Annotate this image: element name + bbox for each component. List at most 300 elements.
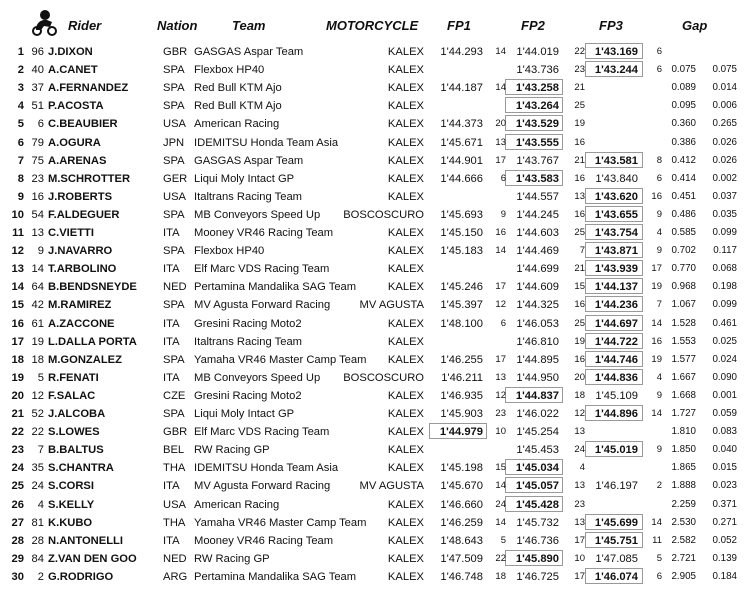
position-cell: 2	[17, 64, 24, 77]
motorcycle-cell: KALEX	[387, 516, 424, 529]
fp2-lap-cell: 25	[574, 100, 585, 112]
table-row	[0, 188, 745, 206]
fp3-time-cell: 1'45.699	[594, 516, 638, 529]
fp3-time-cell: 1'46.197	[595, 480, 638, 493]
motorcycle-cell: KALEX	[387, 172, 424, 185]
header-fp3: FP3	[599, 18, 623, 33]
fp1-time-cell: 1'45.397	[440, 299, 483, 312]
fp3-lap-cell: 6	[656, 570, 662, 582]
fp2-lap-cell: 24	[574, 444, 585, 456]
rider-number-cell: 28	[31, 534, 44, 547]
fp3-time-cell: 1'44.137	[594, 281, 638, 294]
position-cell: 23	[11, 444, 24, 457]
fp3-lap-cell: 11	[652, 534, 662, 546]
fp2-lap-cell: 12	[574, 408, 585, 419]
gap-previous-cell: 0.099	[712, 299, 737, 311]
rider-name-cell: F.ALDEGUER	[48, 208, 120, 221]
fp3-time-cell: 1'43.655	[594, 208, 638, 221]
nation-cell: NED	[163, 552, 187, 565]
fp2-lap-cell: 13	[574, 426, 585, 438]
team-cell: Yamaha VR46 Master Camp Team	[194, 353, 367, 366]
fp3-lap-cell: 8	[656, 154, 662, 166]
team-cell: Elf Marc VDS Racing Team	[194, 426, 330, 439]
gap-previous-cell: 0.026	[712, 154, 737, 166]
position-cell: 29	[11, 552, 24, 565]
fp3-lap-cell: 7	[656, 299, 662, 311]
nation-cell: JPN	[163, 136, 185, 149]
fp1-lap-cell: 17	[495, 154, 506, 166]
fp2-time-cell: 1'44.837	[515, 389, 559, 402]
position-cell: 15	[11, 299, 24, 312]
nation-cell: SPA	[163, 299, 185, 312]
table-row	[0, 278, 745, 296]
rider-name-cell: Z.VAN DEN GOO	[48, 552, 137, 565]
fp3-lap-cell: 9	[656, 208, 662, 220]
position-cell: 1	[17, 46, 24, 58]
rider-number-cell: 22	[31, 426, 44, 439]
gap-first-cell: 1.067	[671, 299, 696, 311]
table-row	[0, 532, 745, 550]
nation-cell: SPA	[163, 64, 185, 77]
fp3-lap-cell: 14	[651, 317, 662, 329]
fp1-time-cell: 1'44.666	[440, 172, 483, 185]
table-row	[0, 477, 745, 495]
gap-first-cell: 1.577	[671, 353, 696, 365]
team-cell: Mooney VR46 Racing Team	[194, 227, 334, 239]
fp1-time-cell: 1'45.198	[440, 462, 483, 475]
nation-cell: GBR	[163, 426, 188, 439]
motorcycle-cell: KALEX	[387, 498, 424, 511]
nation-cell: ARG	[163, 570, 188, 583]
fp1-time-cell: 1'45.246	[440, 281, 483, 294]
nation-cell: SPA	[163, 154, 185, 167]
table-row	[0, 405, 745, 423]
gap-first-cell: 0.386	[671, 136, 696, 148]
fp2-time-cell: 1'43.767	[516, 154, 559, 167]
rider-number-cell: 19	[31, 335, 44, 348]
motorcycle-cell: BOSCOSCURO	[343, 371, 424, 384]
gap-previous-cell: 0.015	[712, 462, 737, 474]
rider-name-cell: J.ROBERTS	[48, 190, 113, 203]
gap-previous-cell: 0.014	[712, 82, 737, 94]
header-rider: Rider	[68, 18, 102, 33]
rider-number-cell: 52	[31, 408, 44, 420]
fp2-lap-cell: 7	[579, 245, 585, 257]
fp1-lap-cell: 14	[495, 516, 506, 528]
position-cell: 27	[11, 516, 24, 529]
motorcycle-cell: KALEX	[387, 281, 424, 294]
header-gap: Gap	[682, 18, 708, 33]
rider-name-cell: M.GONZALEZ	[48, 353, 122, 366]
gap-first-cell: 1.528	[671, 317, 696, 329]
team-cell: Yamaha VR46 Master Camp Team	[194, 516, 367, 529]
gap-first-cell: 1.865	[671, 462, 696, 474]
nation-cell: ITA	[163, 335, 180, 348]
fp2-time-cell: 1'44.557	[516, 190, 559, 203]
position-cell: 30	[11, 570, 24, 583]
fp2-lap-cell: 4	[579, 462, 585, 474]
fp3-lap-cell: 6	[656, 46, 662, 57]
fp2-time-cell: 1'43.264	[515, 100, 559, 113]
fp2-time-cell: 1'43.583	[515, 172, 559, 185]
fp3-lap-cell: 6	[656, 172, 662, 184]
nation-cell: USA	[163, 498, 187, 511]
gap-first-cell: 0.968	[671, 281, 696, 293]
gap-previous-cell: 0.037	[712, 190, 737, 202]
gap-previous-cell: 0.026	[712, 136, 737, 148]
fp3-time-cell: 1'43.939	[594, 263, 638, 276]
team-cell: Liqui Moly Intact GP	[194, 408, 295, 420]
rider-number-cell: 16	[31, 190, 44, 203]
fp2-lap-cell: 13	[574, 190, 585, 202]
position-cell: 18	[11, 353, 24, 366]
team-cell: RW Racing GP	[194, 552, 270, 565]
fp1-time-cell: 1'46.259	[440, 516, 483, 529]
fp3-time-cell: 1'44.722	[594, 335, 638, 348]
position-cell: 26	[11, 498, 24, 511]
position-cell: 6	[17, 136, 24, 149]
gap-previous-cell: 0.002	[712, 172, 737, 184]
fp3-lap-cell: 14	[651, 408, 662, 419]
nation-cell: ITA	[163, 480, 180, 493]
team-cell: MB Conveyors Speed Up	[194, 371, 321, 384]
motorcycle-cell: KALEX	[387, 353, 424, 366]
fp1-time-cell: 1'44.373	[440, 118, 483, 131]
nation-cell: THA	[163, 516, 186, 529]
gap-first-cell: 1.850	[671, 444, 696, 456]
team-cell: Pertamina Mandalika SAG Team	[194, 570, 357, 583]
gap-first-cell: 0.451	[671, 190, 696, 202]
fp1-lap-cell: 6	[500, 317, 506, 329]
gap-previous-cell: 0.025	[712, 335, 737, 347]
table-row	[0, 79, 745, 97]
motorcycle-cell: KALEX	[387, 263, 424, 276]
rider-number-cell: 37	[31, 82, 44, 95]
position-cell: 24	[11, 462, 24, 475]
header-fp2: FP2	[521, 18, 545, 33]
position-cell: 14	[11, 281, 24, 294]
fp2-lap-cell: 17	[574, 534, 585, 546]
position-cell: 28	[11, 534, 24, 547]
fp2-lap-cell: 19	[574, 118, 585, 130]
rider-name-cell: T.ARBOLINO	[48, 263, 117, 276]
rider-number-cell: 61	[31, 317, 44, 330]
table-row	[0, 115, 745, 133]
rider-number-cell: 12	[31, 389, 44, 402]
fp2-lap-cell: 13	[574, 480, 585, 492]
fp3-time-cell: 1'46.074	[594, 570, 638, 583]
rider-number-cell: 6	[37, 118, 44, 131]
position-cell: 5	[17, 118, 24, 131]
gap-first-cell: 0.075	[671, 64, 696, 76]
nation-cell: SPA	[163, 245, 185, 258]
fp2-lap-cell: 16	[574, 353, 585, 365]
fp2-lap-cell: 25	[574, 227, 585, 238]
gap-first-cell: 1.810	[671, 426, 696, 438]
fp2-lap-cell: 16	[574, 136, 585, 148]
team-cell: MV Agusta Forward Racing	[194, 480, 331, 493]
nation-cell: BEL	[163, 444, 185, 457]
gap-first-cell: 0.089	[671, 82, 696, 94]
rider-number-cell: 84	[31, 552, 44, 565]
table-row	[0, 333, 745, 351]
fp1-lap-cell: 14	[495, 480, 506, 492]
nation-cell: ITA	[163, 317, 180, 330]
fp1-time-cell: 1'45.150	[440, 227, 483, 239]
rider-name-cell: S.LOWES	[48, 426, 100, 439]
fp3-time-cell: 1'44.746	[594, 353, 638, 366]
rider-name-cell: A.OGURA	[48, 136, 101, 149]
fp3-lap-cell: 9	[656, 444, 662, 456]
motorcycle-cell: KALEX	[387, 64, 424, 77]
table-row	[0, 296, 745, 314]
team-cell: Liqui Moly Intact GP	[194, 172, 295, 185]
fp1-lap-cell: 6	[500, 172, 506, 184]
position-cell: 11	[12, 227, 24, 239]
gap-first-cell: 0.360	[671, 118, 696, 130]
fp2-lap-cell: 21	[574, 263, 585, 275]
position-cell: 10	[11, 208, 24, 221]
team-cell: Pertamina Mandalika SAG Team	[194, 281, 357, 294]
fp2-time-cell: 1'44.469	[516, 245, 559, 258]
fp2-lap-cell: 20	[574, 371, 585, 383]
fp1-lap-cell: 17	[495, 281, 506, 293]
rider-name-cell: S.KELLY	[48, 498, 95, 511]
fp1-time-cell: 1'46.660	[440, 498, 483, 511]
table-row	[0, 441, 745, 459]
nation-cell: SPA	[163, 408, 185, 420]
rider-number-cell: 42	[31, 299, 44, 312]
fp2-time-cell: 1'44.609	[516, 281, 559, 294]
motorcycle-cell: BOSCOSCURO	[343, 208, 424, 221]
header-motorcycle: MOTORCYCLE	[326, 18, 419, 33]
nation-cell: GER	[163, 172, 188, 185]
fp2-time-cell: 1'44.245	[516, 208, 559, 221]
fp2-lap-cell: 22	[574, 46, 585, 57]
rider-name-cell: J.NAVARRO	[48, 245, 113, 258]
motorcycle-cell: KALEX	[387, 570, 424, 583]
position-cell: 16	[11, 317, 24, 330]
gap-first-cell: 1.727	[671, 408, 696, 419]
fp3-lap-cell: 19	[651, 353, 662, 365]
motorcycle-cell: KALEX	[387, 100, 424, 113]
rider-name-cell: S.CHANTRA	[48, 462, 114, 475]
gap-previous-cell: 0.075	[712, 64, 737, 76]
position-cell: 9	[17, 190, 24, 203]
fp1-lap-cell: 24	[495, 498, 506, 510]
rider-number-cell: 54	[31, 208, 44, 221]
fp3-lap-cell: 9	[656, 389, 662, 401]
team-cell: Italtrans Racing Team	[194, 190, 302, 203]
rider-name-cell: A.CANET	[48, 64, 98, 77]
fp2-lap-cell: 21	[574, 82, 585, 94]
fp2-lap-cell: 18	[574, 389, 585, 401]
gap-previous-cell: 0.052	[712, 534, 737, 546]
table-row	[0, 315, 745, 333]
nation-cell: SPA	[163, 353, 185, 366]
position-cell: 12	[11, 245, 24, 258]
fp2-lap-cell: 19	[574, 335, 585, 347]
team-cell: Elf Marc VDS Racing Team	[194, 263, 330, 276]
table-row	[0, 152, 745, 170]
motorcycle-cell: KALEX	[387, 426, 424, 439]
table-row	[0, 568, 745, 586]
rider-name-cell: J.ALCOBA	[48, 408, 106, 420]
fp1-time-cell: 1'45.670	[440, 480, 483, 493]
gap-first-cell: 2.721	[671, 552, 696, 564]
gap-first-cell: 0.486	[671, 208, 696, 220]
gap-previous-cell: 0.265	[712, 118, 737, 130]
motorcycle-cell: KALEX	[387, 534, 424, 547]
fp1-lap-cell: 14	[495, 245, 506, 257]
fp1-lap-cell: 14	[495, 46, 506, 57]
gap-previous-cell: 0.117	[713, 245, 737, 257]
fp1-lap-cell: 14	[495, 82, 506, 94]
table-row	[0, 170, 745, 188]
fp2-time-cell: 1'45.428	[515, 498, 559, 511]
gap-previous-cell: 0.184	[712, 570, 737, 582]
fp3-lap-cell: 9	[656, 245, 662, 257]
fp2-time-cell: 1'44.895	[516, 353, 559, 366]
team-cell: Red Bull KTM Ajo	[194, 82, 282, 95]
rider-name-cell: C.VIETTI	[48, 227, 94, 239]
fp2-time-cell: 1'46.725	[516, 570, 559, 583]
fp1-lap-cell: 16	[495, 227, 506, 238]
team-cell: Mooney VR46 Racing Team	[194, 534, 334, 547]
fp3-time-cell: 1'43.169	[594, 46, 638, 58]
fp3-lap-cell: 17	[651, 263, 662, 275]
gap-previous-cell: 0.040	[712, 444, 737, 456]
fp1-time-cell: 1'45.693	[440, 208, 483, 221]
nation-cell: NED	[163, 281, 187, 294]
motorcycle-cell: MV AGUSTA	[359, 299, 424, 312]
fp3-lap-cell: 14	[651, 516, 662, 528]
fp2-time-cell: 1'45.890	[515, 552, 559, 565]
fp1-lap-cell: 23	[495, 408, 506, 419]
fp2-time-cell: 1'45.254	[516, 426, 559, 439]
motorcycle-rider-icon	[30, 8, 58, 36]
rider-number-cell: 64	[31, 281, 44, 294]
fp1-lap-cell: 10	[495, 426, 506, 438]
rider-number-cell: 79	[31, 136, 44, 149]
team-cell: American Racing	[194, 118, 280, 131]
fp2-time-cell: 1'44.699	[516, 263, 559, 276]
nation-cell: ITA	[163, 371, 180, 384]
position-cell: 22	[11, 426, 24, 439]
fp3-lap-cell: 4	[656, 227, 662, 238]
fp3-time-cell: 1'44.896	[594, 408, 638, 420]
fp3-lap-cell: 19	[651, 281, 662, 293]
rider-number-cell: 18	[31, 353, 44, 366]
team-cell: Gresini Racing Moto2	[194, 389, 302, 402]
fp1-lap-cell: 9	[500, 208, 506, 220]
gap-previous-cell: 0.099	[712, 227, 737, 238]
fp1-time-cell: 1'46.211	[441, 371, 483, 384]
fp2-time-cell: 1'44.325	[516, 299, 559, 312]
gap-first-cell: 1.668	[671, 389, 696, 401]
gap-previous-cell: 0.035	[712, 208, 737, 220]
fp1-time-cell: 1'48.643	[440, 534, 483, 547]
fp3-time-cell: 1'43.581	[594, 154, 638, 167]
fp1-lap-cell: 13	[495, 136, 506, 148]
fp3-lap-cell: 16	[651, 335, 662, 347]
team-cell: IDEMITSU Honda Team Asia	[194, 136, 339, 149]
rider-number-cell: 40	[31, 64, 44, 77]
rider-name-cell: A.ZACCONE	[48, 317, 115, 330]
fp2-lap-cell: 16	[574, 172, 585, 184]
gap-previous-cell: 0.271	[712, 516, 737, 528]
table-row	[0, 387, 745, 405]
table-row	[0, 351, 745, 369]
fp2-lap-cell: 25	[574, 317, 585, 329]
team-cell: GASGAS Aspar Team	[194, 154, 304, 167]
table-row	[0, 134, 745, 152]
fp1-time-cell: 1'44.901	[440, 154, 483, 167]
fp2-time-cell: 1'45.732	[516, 516, 559, 529]
fp2-time-cell: 1'43.529	[515, 118, 559, 131]
table-row	[0, 206, 745, 224]
motorcycle-cell: KALEX	[387, 46, 424, 58]
rider-name-cell: F.SALAC	[48, 389, 96, 402]
nation-cell: THA	[163, 462, 186, 475]
fp2-time-cell: 1'43.555	[515, 136, 559, 149]
fp3-time-cell: 1'43.244	[594, 64, 638, 77]
gap-previous-cell: 0.083	[712, 426, 737, 438]
position-cell: 19	[11, 371, 24, 384]
fp2-lap-cell: 16	[574, 208, 585, 220]
fp2-time-cell: 1'43.736	[516, 64, 559, 77]
motorcycle-cell: KALEX	[387, 552, 424, 565]
fp1-lap-cell: 20	[495, 118, 506, 130]
fp3-time-cell: 1'43.620	[594, 190, 638, 203]
fp1-time-cell: 1'44.187	[440, 82, 483, 95]
team-cell: RW Racing GP	[194, 444, 270, 457]
nation-cell: SPA	[163, 100, 185, 113]
gap-first-cell: 0.095	[671, 100, 696, 112]
gap-previous-cell: 0.023	[712, 480, 737, 492]
rider-number-cell: 75	[31, 154, 44, 167]
fp1-time-cell: 1'44.979	[439, 426, 483, 439]
motorcycle-cell: KALEX	[387, 317, 424, 330]
rider-number-cell: 51	[31, 100, 44, 113]
rider-name-cell: S.CORSI	[48, 480, 95, 493]
motorcycle-cell: KALEX	[387, 227, 424, 239]
fp3-time-cell: 1'43.754	[594, 227, 638, 239]
nation-cell: ITA	[163, 534, 180, 547]
motorcycle-cell: KALEX	[387, 154, 424, 167]
table-row	[0, 496, 745, 514]
gap-previous-cell: 0.139	[712, 552, 737, 564]
fp3-time-cell: 1'43.840	[595, 172, 638, 185]
fp1-time-cell: 1'45.903	[440, 408, 483, 420]
gap-first-cell: 1.553	[671, 335, 696, 347]
motorcycle-cell: KALEX	[387, 389, 424, 402]
team-cell: Gresini Racing Moto2	[194, 317, 302, 330]
gap-previous-cell: 0.461	[712, 317, 737, 329]
fp2-time-cell: 1'45.057	[515, 480, 559, 493]
table-row	[0, 423, 745, 441]
team-cell: American Racing	[194, 498, 280, 511]
header-fp1: FP1	[447, 18, 471, 33]
table-row	[0, 61, 745, 79]
table-row	[0, 97, 745, 115]
fp2-lap-cell: 13	[574, 516, 585, 528]
fp2-time-cell: 1'46.810	[516, 335, 559, 348]
fp2-time-cell: 1'43.258	[515, 82, 559, 95]
rider-number-cell: 7	[37, 444, 44, 457]
nation-cell: SPA	[163, 82, 185, 95]
rider-name-cell: N.ANTONELLI	[48, 534, 123, 547]
